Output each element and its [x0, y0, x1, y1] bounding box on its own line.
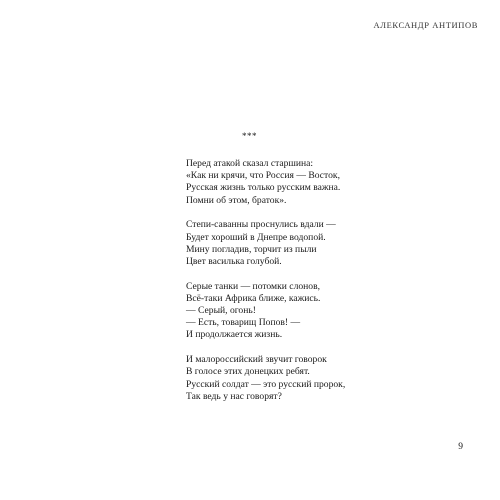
poem-line: Так ведь у нас говорят?	[186, 390, 282, 402]
poem-line: — Серый, огонь!	[186, 305, 256, 317]
poem-line: «Как ни крячи, что Россия — Восток,	[186, 170, 340, 182]
poem-line: В голосе этих донецких ребят.	[186, 366, 310, 378]
stanza-4	[186, 354, 345, 403]
poem-line: Перед атакой сказал старшина:	[186, 158, 314, 169]
poem-line: Русский солдат — это русский пророк,	[186, 378, 346, 390]
stanza-1	[186, 158, 345, 207]
poem-line: Русская жизнь только русским важна.	[186, 182, 341, 194]
stanza-2	[186, 219, 345, 268]
poem-line: И продолжается жизнь.	[186, 329, 283, 341]
poem-line: Цвет василька голубой.	[186, 255, 282, 267]
poem-line: Мину погладив, торчит из пыли	[186, 243, 317, 255]
running-header-author: АЛЕКСАНДР АНТИПОВ	[373, 20, 478, 30]
poem-line: Степи-саванны проснулись вдали —	[186, 219, 336, 231]
poem-body	[186, 158, 345, 415]
stanza-3	[186, 281, 345, 342]
poem-line: Всё-таки Африка ближе, кажись.	[186, 292, 321, 304]
poem-separator: ***	[242, 131, 257, 141]
poem-line: И малороссийский звучит говорок	[186, 354, 327, 366]
poem-line: — Есть, товарищ Попов! —	[186, 317, 301, 329]
poem-line: Серые танки — потомки слонов,	[186, 280, 321, 292]
page-number: 9	[458, 442, 463, 452]
poem-line: Будет хороший в Днепре водопой.	[186, 231, 326, 243]
poem-line: Помни об этом, браток».	[186, 194, 287, 206]
